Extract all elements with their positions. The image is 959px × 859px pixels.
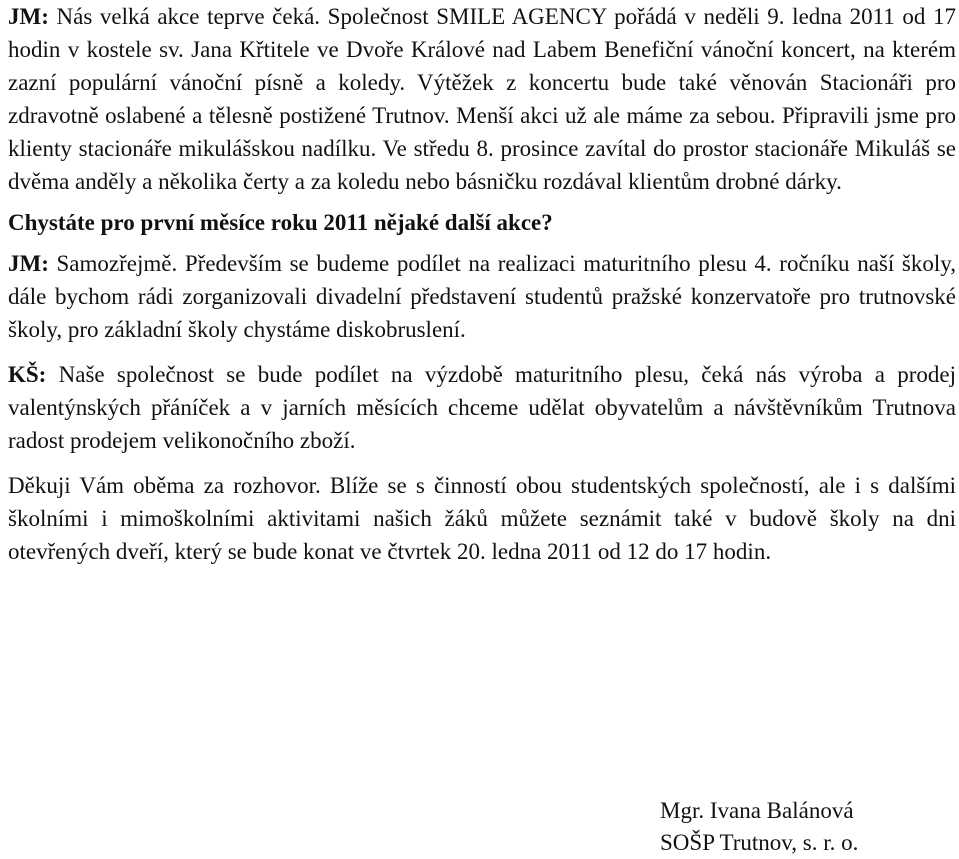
speaker-label: KŠ: <box>8 362 47 387</box>
answer-text: Samozřejmě. Především se budeme podílet na realizaci maturitního plesu 4. ročníku naší školy, dále bychom rádi zorganizovali divadelní představení studentů pražské konzervatoře pro trutnovské školy, pro základní školy chystáme diskobruslení. <box>8 251 956 342</box>
speaker-label: JM: <box>8 251 49 276</box>
author-name: Mgr. Ivana Balánová <box>660 798 854 823</box>
answer-text: Nás velká akce teprve čeká. Společnost SMILE AGENCY pořádá v neděli 9. ledna 2011 od 17 hodin v kostele sv. Jana Křtitele ve Dvoře Králové nad Labem Benefiční vánoční koncert, na kterém zazní populární vánoční písně a koledy. Výtěžek z koncertu bude také věnován Stacionáři pro zdravotně oslabené a tělesně postižené Trutnov. Menší akci už ale máme za sebou. Připravili jsme pro klienty stacionáře mikulášskou nadílku. Ve středu 8. prosince zavítal do prostor stacionáře Mikuláš se dvěma anděly a několika čerty a za koledu nebo básničku rozdával klientům drobné dárky. <box>8 4 956 194</box>
answer-paragraph-ks <box>8 358 956 457</box>
answer-paragraph-jm-1 <box>8 0 956 198</box>
interview-question: Chystáte pro první měsíce roku 2011 nějaké další akce? <box>8 210 553 235</box>
signature-block <box>660 795 858 859</box>
speaker-label: JM: <box>8 4 49 29</box>
answer-paragraph-jm-2 <box>8 247 956 346</box>
answer-text: Naše společnost se bude podílet na výzdobě maturitního plesu, čeká nás výroba a prodej valentýnských přáníček a v jarních měsících chceme udělat obyvatelům a návštěvníkům Trutnova radost prodejem velikonočního zboží. <box>8 362 956 453</box>
closing-paragraph: Děkuji Vám oběma za rozhovor. Blíže se s činností obou studentských společností, ale i s dalšími školními i mimoškolními aktivitami našich žáků můžete seznámit také v budově školy na dni otevřených dveří, který se bude konat ve čtvrtek 20. ledna 2011 od 12 do 17 hodin. <box>8 473 956 564</box>
author-organization: SOŠP Trutnov, s. r. o. <box>660 830 859 855</box>
article-body <box>8 0 956 568</box>
